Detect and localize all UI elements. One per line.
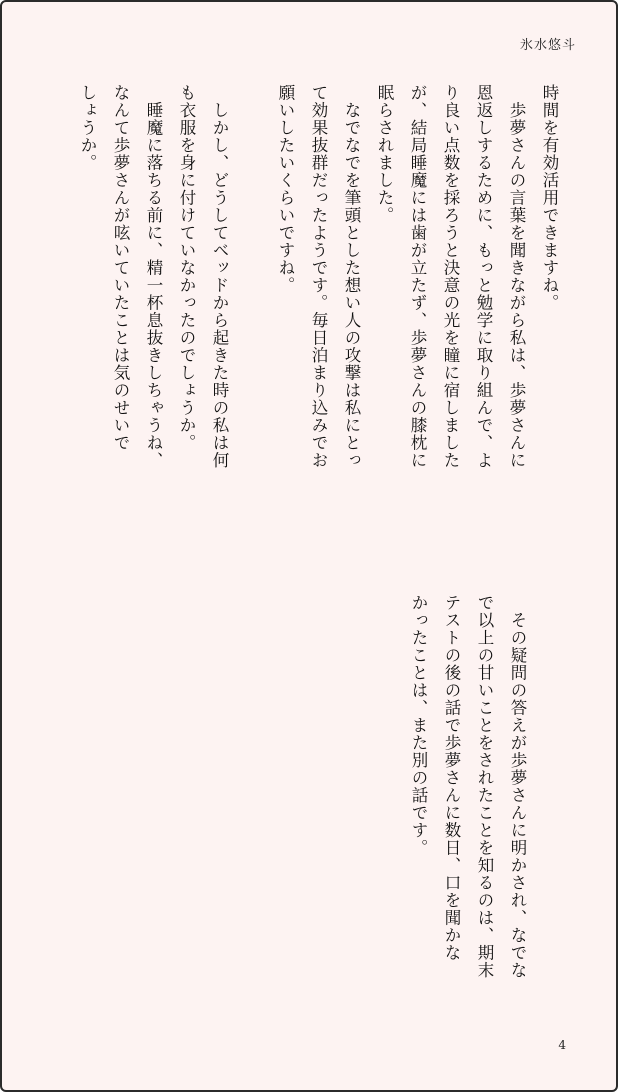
text-line: なんて歩夢さんが呟いていたことは気のせいで bbox=[111, 84, 130, 452]
text-line: り良い点数を採ろうと決意の光を瞳に宿しました bbox=[441, 84, 460, 469]
text-line: 歩夢さんの言葉を聞きながら私は、歩夢さんに bbox=[507, 84, 526, 469]
lower-text-block bbox=[402, 594, 534, 1009]
text-line: しかし、どうしてベッドから起きた時の私は何 bbox=[210, 84, 229, 469]
paragraph-gap bbox=[236, 84, 269, 85]
text-line: その疑問の答えが歩夢さんに明かされ、なでな bbox=[508, 594, 527, 979]
text-line: 恩返しするために、もっと勉学に取り組んで、よ bbox=[474, 84, 493, 469]
text-line: テストの後の話で歩夢さんに数日、口を聞かな bbox=[442, 594, 461, 962]
upper-text-block bbox=[71, 84, 566, 564]
text-line: て効果抜群だったようです。毎日泊まり込みでお bbox=[309, 84, 328, 469]
author-name: 氷水悠斗 bbox=[519, 38, 576, 53]
text-line: なでなでを筆頭とした想い人の攻撃は私にとっ bbox=[342, 84, 361, 469]
text-line: で以上の甘いことをされたことを知るのは、期末 bbox=[475, 594, 494, 979]
text-line: 時間を有効活用できますね。 bbox=[540, 84, 559, 312]
text-line: しょうか。 bbox=[78, 84, 97, 172]
page-number: 4 bbox=[558, 1038, 566, 1052]
text-line: 睡魔に落ちる前に、精一杯息抜きしちゃうね、 bbox=[144, 84, 163, 469]
text-line: 願いしたいくらいですね。 bbox=[276, 84, 295, 294]
text-line: が、結局睡魔には歯が立たず、歩夢さんの膝枕に bbox=[408, 84, 427, 469]
text-line: も衣服を身に付けていなかったのでしょうか。 bbox=[177, 84, 196, 452]
text-line: 眠らされました。 bbox=[375, 84, 394, 224]
text-line: かったことは、また別の話です。 bbox=[409, 594, 428, 857]
